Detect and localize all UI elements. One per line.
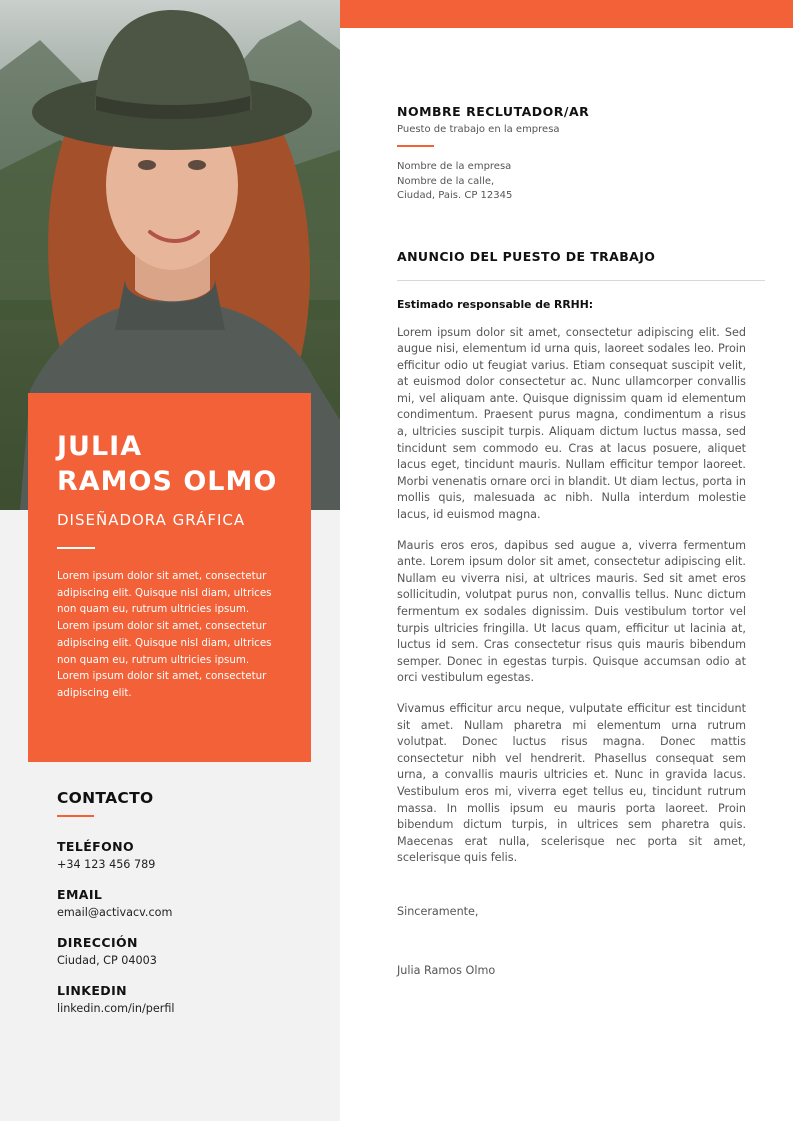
letter-body [397,104,746,977]
email-value[interactable]: email@activacv.com [57,906,173,919]
phone-value[interactable]: +34 123 456 789 [57,858,156,871]
sidebar [0,0,340,1121]
phone-label: TELÉFONO [57,839,135,854]
salutation: Estimado responsable de RRHH: [397,297,594,311]
contact-divider [57,815,94,817]
job-title-divider [397,280,765,281]
email-label: EMAIL [57,887,103,902]
letter-paragraph: Vivamus efficitur arcu neque, vulputate efficitur est tincidunt sit amet. Nullam pharetra mi elementum urna rutrum volutpat. Donec luctus risus magna. Donec mattis consectetur nibh vel hendrerit. Phasellus consequat sem urna, a convallis mauris ultricies et. Nunc in gravida lacus. Vestibulum eros mi, viverra eget tellus eu, tincidunt rutrum massa. In mollis ipsum eu mauris porta laoreet. Proin bibendum dictum turpis, in ultrices sem pharetra quis. Maecenas erat nulla, scelerisque nec porta sit amet, scelerisque quis felis. [397,701,746,865]
address-label: DIRECCIÓN [57,935,138,950]
address-value: Ciudad, CP 04003 [57,954,157,967]
signature: Julia Ramos Olmo [397,963,496,977]
recipient-city: Ciudad, Pais. CP 12345 [397,190,513,201]
letter-paragraph: Mauris eros eros, dapibus sed augue a, viverra fermentum ante. Lorem ipsum dolor sit amet, consectetur adipiscing elit. Nullam eu viverra nisi, at ultrices mauris. Sed sit amet eros sollicitudin, volutpat purus non, convallis tellus. Nunc dictum fermentum ex sodales dignissim. Duis vestibulum tortor vel turpis ultricies fringilla. Ut lacus quam, efficitur ut lacinia at, luctus id sem. Cras consectetur risus quis mauris bibendum semper. Donec in egestas turpis. Quisque accumsan odio at orci vestibulum egestas. [397,538,746,685]
name-card [28,393,311,762]
contact-title: CONTACTO [57,789,154,807]
recipient-divider [397,145,434,147]
recipient-address [397,160,746,204]
job-title: ANUNCIO DEL PUESTO DE TRABAJO [397,248,656,264]
candidate-last-names: RAMOS OLMO [57,466,278,497]
recipient-role: Puesto de trabajo en la empresa [397,124,560,135]
top-accent-bar [340,0,793,28]
candidate-role: DISEÑADORA GRÁFICA [57,511,246,529]
contact-section [57,789,317,1031]
letter-paragraph: Lorem ipsum dolor sit amet, consectetur adipiscing elit. Sed augue nisi, elementum id urna quis, laoreet sodales leo. Proin efficitur odio ut feugiat varius. Etiam consequat suscipit velit, at euismod dolor consectetur ac. Nunc ullamcorper convallis mi, vel aliquam ante. Quisque dignissim quam id elementum condimentum. Praesent purus magna, condimentum a risus a, ultricies suscipit turpis. Aliquam dictum luctus massa, sed tincidunt sem commodo eu. Cras at lacus posuere, aliquet lacus eget, tincidunt mauris. Nullam efficitur tempor laoreet. Morbi venenatis ornare orci in blandit. Ut diam lectus, porta in mollis quis, malesuada ac nibh. Nulla interdum molestie lacus, id euismod magna. [397,325,746,522]
candidate-first-name: JULIA [57,431,143,462]
linkedin-label: LINKEDIN [57,983,127,998]
linkedin-value[interactable]: linkedin.com/in/perfil [57,1002,175,1015]
closing: Sinceramente, [397,904,479,918]
recipient-street: Nombre de la calle, [397,175,495,187]
candidate-summary: Lorem ipsum dolor sit amet, consectetur adipiscing elit. Quisque nisl diam, ultrices non quam eu, rutrum ultricies ipsum. Lorem ipsum dolor sit amet, consectetur adipiscing elit. Quisque nisl diam, ultrices non quam eu, rutrum ultricies ipsum. Lorem ipsum dolor sit amet, consectetur adipiscing elit. [57,570,272,699]
recipient-company: Nombre de la empresa [397,161,512,172]
name-card-divider [57,547,95,549]
recipient-name: NOMBRE RECLUTADOR/AR [397,104,590,119]
